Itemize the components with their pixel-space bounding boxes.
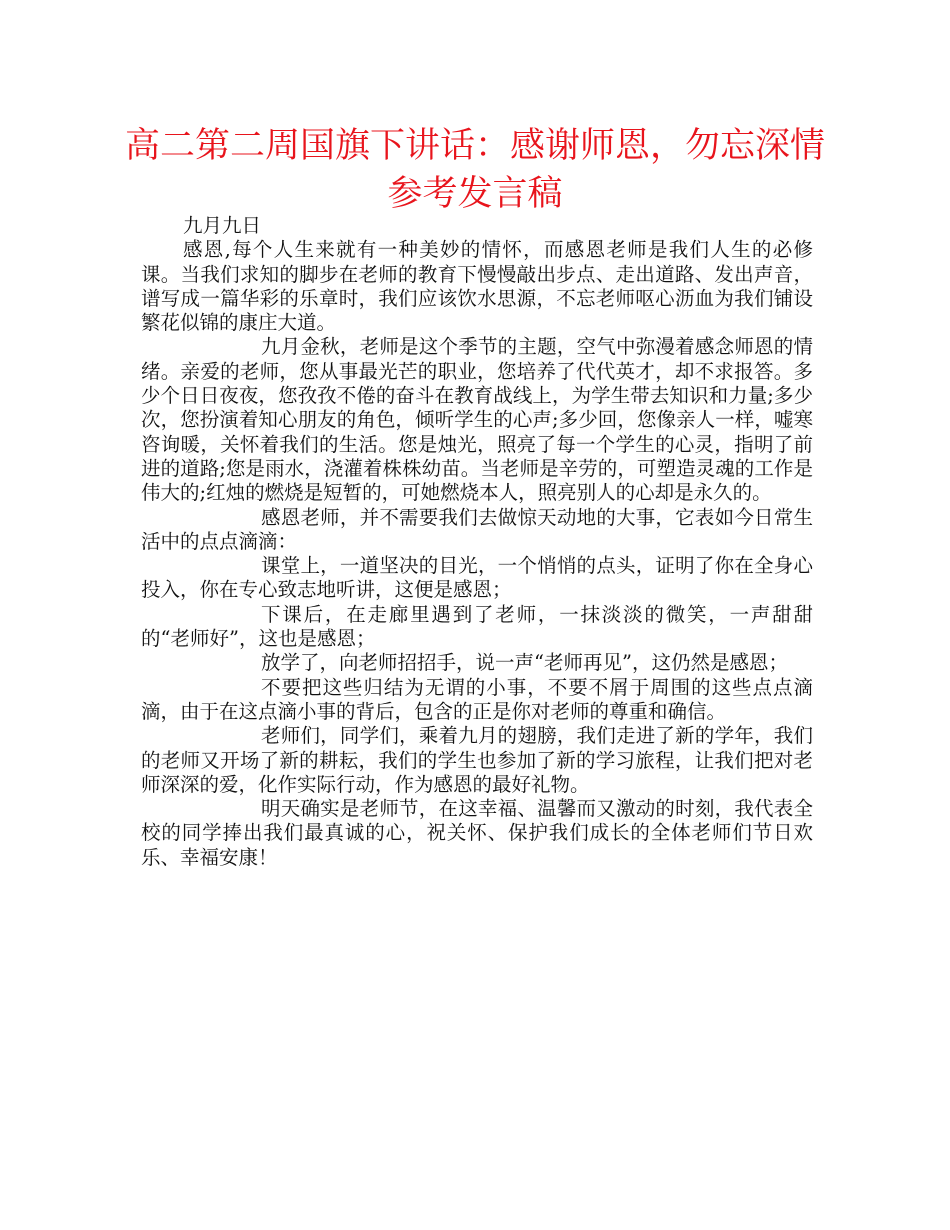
speech-date: 九月九日 xyxy=(183,214,262,237)
paragraph-3: 感恩老师，并不需要我们去做惊天动地的大事，它表如今日常生活中的点点滴滴： xyxy=(141,505,813,553)
paragraph-8: 老师们，同学们，乘着九月的翅膀，我们走进了新的学年，我们的老师又开场了新的耕耘，我们的学生也参加了新的学习旅程，让我们把对老师深深的爱，化作实际行动，作为感恩的最好礼物。 xyxy=(141,724,813,796)
paragraph-5: 下课后，在走廊里遇到了老师，一抹淡淡的微笑，一声甜甜的“老师好”，这也是感恩； xyxy=(141,602,813,651)
paragraph-4: 课堂上，一道坚决的目光，一个悄悄的点头，证明了你在全身心投入，你在专心致志地听讲，这便是感恩； xyxy=(141,554,813,602)
paragraph-2: 九月金秋，老师是这个季节的主题，空气中弥漫着感念师恩的情绪。亲爱的老师，您从事最光芒的职业，您培养了代代英才，却不求报答。多少个日日夜夜，您孜孜不倦的奋斗在教育战线上，为学生带去知识和力量;多少次，您扮演着知心朋友的角色，倾听学生的心声;多少回，您像亲人一样，嘘寒咨询暖，关怀着我们的生活。您是烛光，照亮了每一个学生的心灵，指明了前进的道路;您是雨水，浇灌着株株幼苗。当老师是辛劳的，可塑造灵魂的工作是伟大的;红烛的燃烧是短暂的，可她燃烧本人，照亮别人的心却是永久的。 xyxy=(141,335,813,505)
paragraph-1: 感恩,每个人生来就有一种美妙的情怀，而感恩老师是我们人生的必修课。当我们求知的脚步在老师的教育下慢慢敲出步点、走出道路、发出声音，谱写成一篇华彩的乐章时，我们应该饮水思源，不忘老师呕心沥血为我们铺设繁花似锦的康庄大道。 xyxy=(141,238,813,335)
document-body xyxy=(141,214,813,870)
document-title: 高二第二周国旗下讲话：感谢师恩，勿忘深情参考发言稿 xyxy=(124,126,825,214)
paragraph-9: 明天确实是老师节，在这幸福、温馨而又激动的时刻，我代表全校的同学捧出我们最真诚的心，祝关怀、保护我们成长的全体老师们节日欢乐、幸福安康！ xyxy=(141,797,813,869)
paragraph-6: 放学了，向老师招招手，说一声“老师再见”，这仍然是感恩； xyxy=(261,651,788,675)
paragraph-7: 不要把这些归结为无谓的小事，不要不屑于周围的这些点点滴滴，由于在这点滴小事的背后，包含的正是你对老师的尊重和确信。 xyxy=(141,675,813,723)
